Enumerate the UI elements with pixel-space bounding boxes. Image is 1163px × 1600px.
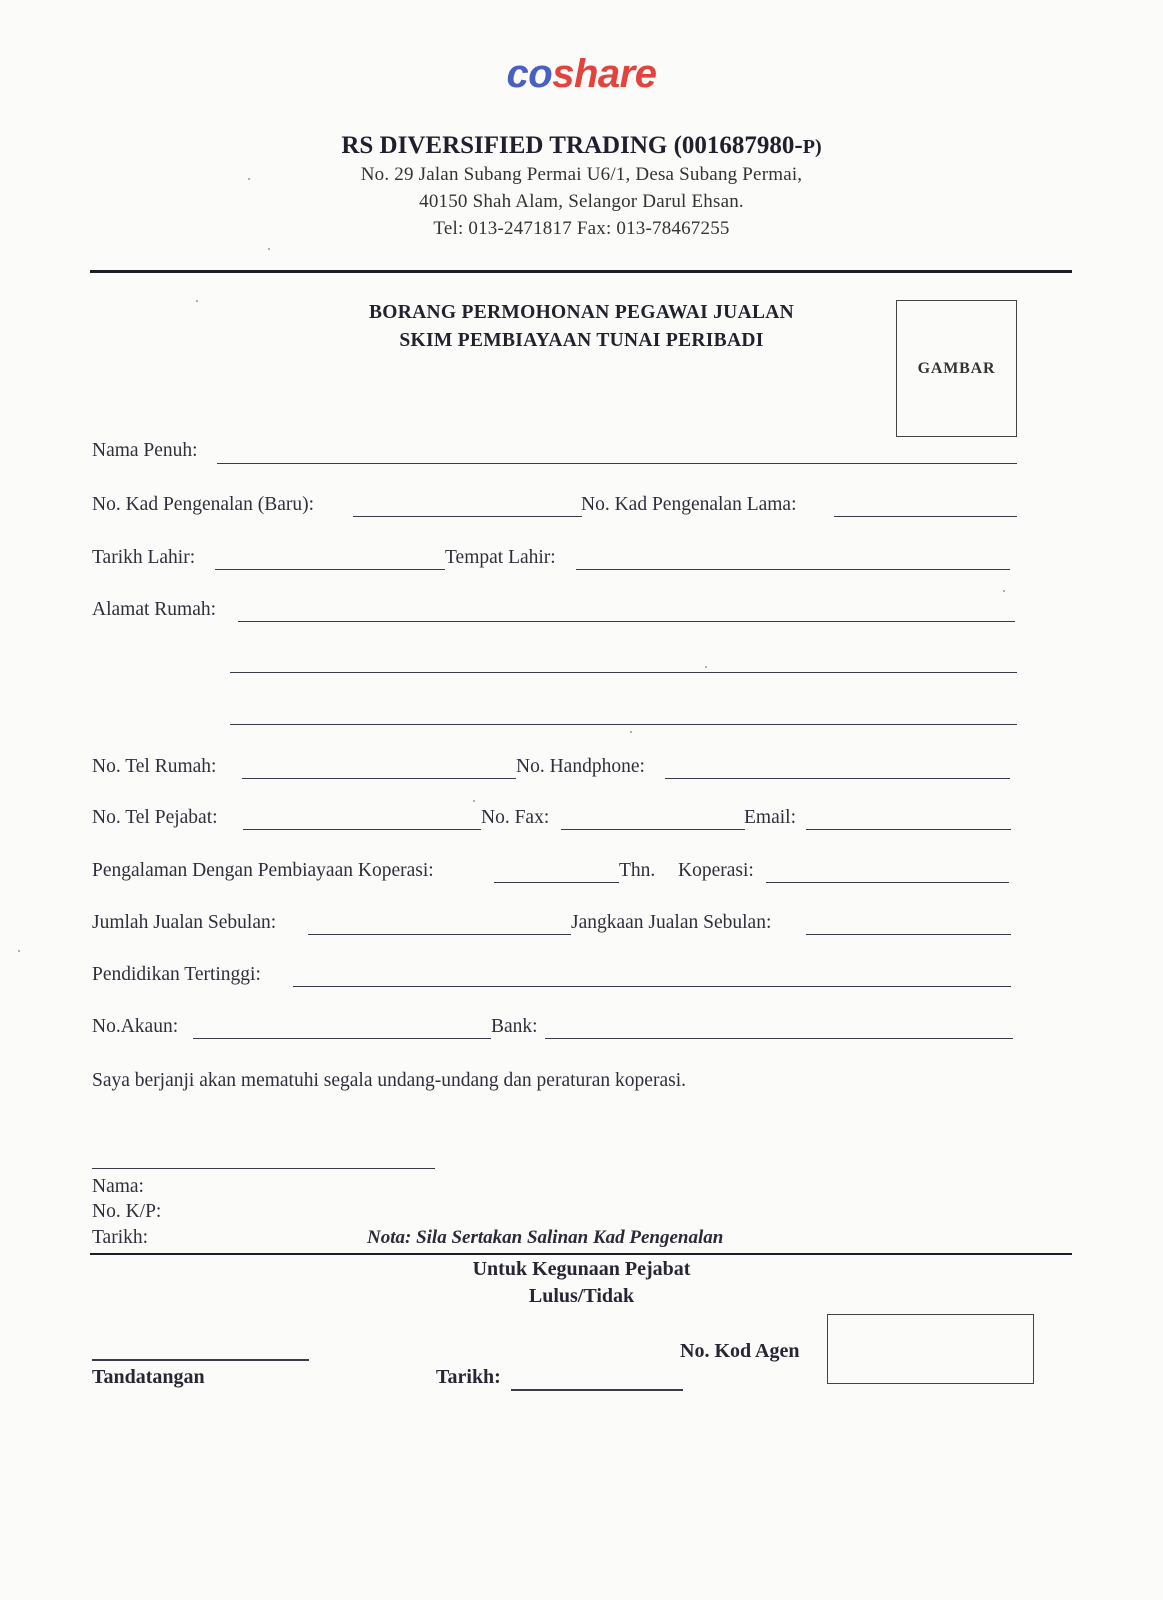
field-ic-lama[interactable] — [834, 516, 1017, 517]
tandatangan-line[interactable] — [92, 1359, 309, 1361]
kod-agen-box[interactable] — [827, 1314, 1034, 1384]
label-fax: No. Fax: — [481, 807, 550, 828]
logo-text-co: co — [506, 52, 553, 96]
office-use-status: Lulus/Tidak — [528, 1285, 635, 1307]
scan-speck — [473, 800, 475, 802]
photo-box[interactable] — [896, 300, 1017, 437]
scan-speck — [705, 666, 707, 668]
field-ic-baru[interactable] — [353, 516, 582, 517]
label-koperasi: Koperasi: — [678, 860, 754, 881]
note-ic-copy: Nota: Sila Sertakan Salinan Kad Pengenalan — [367, 1227, 724, 1248]
photo-box-label: GAMBAR — [917, 359, 996, 377]
company-name-suffix: P) — [802, 136, 822, 158]
field-tempat-lahir[interactable] — [576, 569, 1010, 570]
field-tarikh-lahir[interactable] — [215, 569, 445, 570]
label-tarikh-lahir: Tarikh Lahir: — [92, 547, 196, 568]
label-akaun: No.Akaun: — [92, 1016, 179, 1037]
label-bank: Bank: — [491, 1016, 538, 1037]
header-divider — [90, 270, 1072, 273]
company-name — [0, 132, 1163, 160]
company-contact: Tel: 013-2471817 Fax: 013-78467255 — [433, 218, 730, 239]
label-nama-penuh: Nama Penuh: — [92, 440, 198, 461]
label-ic-baru: No. Kad Pengenalan (Baru): — [92, 494, 315, 515]
label-alamat-rumah: Alamat Rumah: — [92, 599, 217, 620]
field-jangkaan-jualan[interactable] — [806, 934, 1011, 935]
company-address-line2: 40150 Shah Alam, Selangor Darul Ehsan. — [419, 191, 744, 212]
field-email[interactable] — [806, 829, 1011, 830]
office-divider — [90, 1253, 1072, 1255]
label-pendidikan: Pendidikan Tertinggi: — [92, 964, 261, 985]
label-tel-rumah: No. Tel Rumah: — [92, 756, 217, 777]
field-alamat-line3[interactable] — [230, 724, 1017, 725]
label-ic-lama: No. Kad Pengenalan Lama: — [581, 494, 797, 515]
scan-speck — [1003, 590, 1005, 592]
company-address-line1: No. 29 Jalan Subang Permai U6/1, Desa Subang Permai, — [360, 164, 803, 185]
field-alamat-line1[interactable] — [238, 621, 1015, 622]
field-pendidikan[interactable] — [293, 986, 1011, 987]
form-title-line1: BORANG PERMOHONAN PEGAWAI JUALAN — [368, 302, 795, 323]
scan-speck — [268, 248, 270, 250]
scan-speck — [630, 731, 632, 733]
scan-speck — [248, 178, 250, 180]
label-pengalaman: Pengalaman Dengan Pembiayaan Koperasi: — [92, 860, 434, 881]
scan-speck — [196, 300, 198, 302]
declaration-text: Saya berjanji akan mematuhi segala undang-undang dan peraturan koperasi. — [92, 1070, 686, 1091]
field-akaun[interactable] — [193, 1038, 491, 1039]
form-title-line2: SKIM PEMBIAYAAN TUNAI PERIBADI — [399, 330, 764, 351]
label-office-tarikh: Tarikh: — [436, 1366, 501, 1388]
field-alamat-line2[interactable] — [230, 672, 1017, 673]
field-tel-rumah[interactable] — [242, 778, 516, 779]
label-jangkaan-jualan: Jangkaan Jualan Sebulan: — [571, 912, 772, 933]
label-kod-agen: No. Kod Agen — [680, 1340, 800, 1362]
label-sig-tarikh: Tarikh: — [92, 1227, 149, 1248]
label-thn: Thn. — [619, 860, 656, 881]
field-handphone[interactable] — [665, 778, 1010, 779]
scan-speck — [18, 950, 20, 952]
field-bank[interactable] — [545, 1038, 1013, 1039]
field-office-tarikh[interactable] — [511, 1389, 683, 1391]
company-name-text: RS DIVERSIFIED TRADING (001687980- — [341, 132, 803, 159]
coshare-logo — [0, 52, 1163, 97]
office-use-title: Untuk Kegunaan Pejabat — [472, 1258, 691, 1280]
field-pengalaman-thn[interactable] — [494, 882, 619, 883]
label-sig-kp: No. K/P: — [92, 1201, 162, 1222]
label-tempat-lahir: Tempat Lahir: — [445, 547, 556, 568]
field-nama-penuh[interactable] — [217, 463, 1017, 464]
label-sig-nama: Nama: — [92, 1176, 144, 1197]
field-tel-pejabat[interactable] — [243, 829, 481, 830]
logo-text-share: share — [552, 52, 657, 96]
label-handphone: No. Handphone: — [516, 756, 645, 777]
field-jumlah-jualan[interactable] — [308, 934, 571, 935]
field-fax[interactable] — [561, 829, 745, 830]
field-koperasi[interactable] — [766, 882, 1009, 883]
label-tandatangan: Tandatangan — [92, 1366, 205, 1388]
label-tel-pejabat: No. Tel Pejabat: — [92, 807, 218, 828]
signature-line[interactable] — [92, 1168, 435, 1169]
label-jumlah-jualan: Jumlah Jualan Sebulan: — [92, 912, 277, 933]
label-email: Email: — [744, 807, 796, 828]
